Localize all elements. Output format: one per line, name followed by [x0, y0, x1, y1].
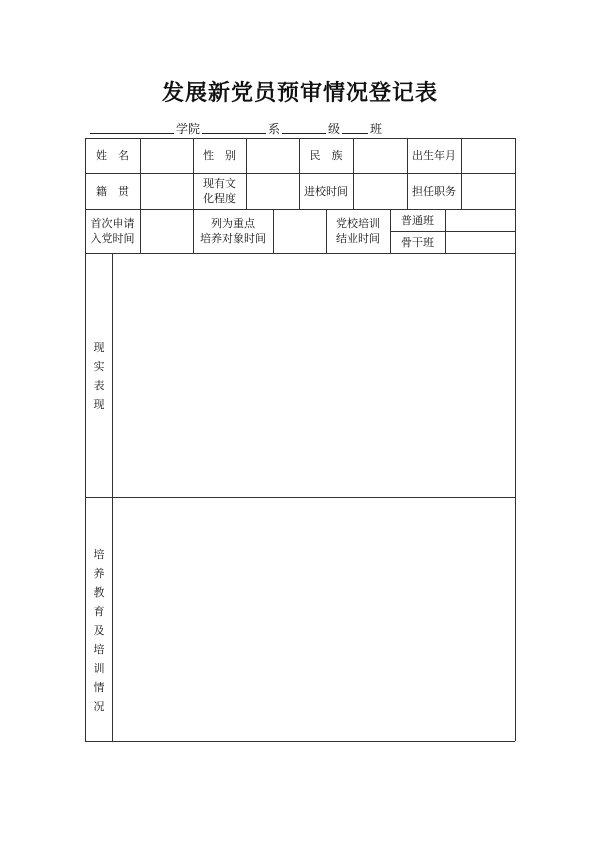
- key-cultivation-field[interactable]: [274, 210, 326, 253]
- training-char: 育: [93, 605, 105, 618]
- backbone-class-field[interactable]: [446, 232, 515, 253]
- position-field[interactable]: [462, 174, 515, 209]
- ethnicity-field[interactable]: [354, 139, 407, 173]
- training-text-area[interactable]: [113, 498, 515, 741]
- training-char: 教: [93, 586, 105, 599]
- table-line: [85, 741, 515, 742]
- first-apply-label-line1: 首次申请: [90, 217, 135, 230]
- performance-char: 现: [93, 398, 105, 411]
- performance-text-area[interactable]: [113, 254, 515, 497]
- regular-class-field[interactable]: [446, 210, 515, 231]
- enroll-time-field[interactable]: [354, 174, 407, 209]
- training-char: 培: [93, 643, 105, 656]
- form-title: 发展新党员预审情况登记表: [161, 80, 438, 106]
- education-label-line1: 现有文: [203, 177, 236, 190]
- training-char: 培: [93, 548, 105, 561]
- first-apply-label: [85, 216, 140, 246]
- ethnicity-label: 民 族: [309, 149, 343, 162]
- training-char: 况: [93, 700, 105, 713]
- birth-date-field[interactable]: [462, 139, 515, 173]
- education-field[interactable]: [247, 174, 299, 209]
- name-label: 姓 名: [96, 149, 129, 162]
- training-char: 养: [93, 567, 105, 580]
- position-label: 担任职务: [412, 185, 456, 198]
- party-school-label-line2: 结业时间: [336, 232, 380, 245]
- enroll-time-label: 进校时间: [304, 185, 348, 198]
- grade-label: 级: [328, 122, 341, 136]
- birth-date-label: 出生年月: [412, 149, 456, 162]
- table-line: [515, 138, 516, 741]
- first-apply-label-line2: 入党时间: [90, 232, 135, 245]
- backbone-class-label: 骨干班: [401, 236, 434, 249]
- department-label: 系: [268, 122, 281, 136]
- native-place-label: 籍 贯: [96, 185, 129, 198]
- class-label: 班: [370, 122, 383, 136]
- training-char: 及: [93, 624, 105, 637]
- name-field[interactable]: [141, 139, 193, 173]
- gender-label: 性 别: [203, 149, 236, 162]
- training-char: 训: [93, 662, 105, 675]
- first-apply-field[interactable]: [141, 210, 193, 253]
- performance-char: 实: [93, 360, 105, 373]
- party-school-label: [326, 216, 390, 246]
- education-label: [193, 176, 246, 206]
- training-char: 情: [93, 681, 105, 694]
- key-cultivation-label: [193, 216, 273, 246]
- performance-char: 现: [93, 341, 105, 354]
- key-cultivation-label-line1: 列为重点: [211, 217, 255, 230]
- key-cultivation-label-line2: 培养对象时间: [200, 232, 266, 245]
- gender-field[interactable]: [247, 139, 299, 173]
- performance-section-label: [89, 338, 109, 414]
- education-label-line2: 化程度: [203, 192, 236, 205]
- regular-class-label: 普通班: [401, 214, 434, 227]
- native-place-field[interactable]: [141, 174, 193, 209]
- training-section-label: [89, 545, 109, 716]
- college-label: 学院: [176, 122, 201, 136]
- performance-char: 表: [93, 379, 105, 392]
- party-school-label-line1: 党校培训: [336, 217, 380, 230]
